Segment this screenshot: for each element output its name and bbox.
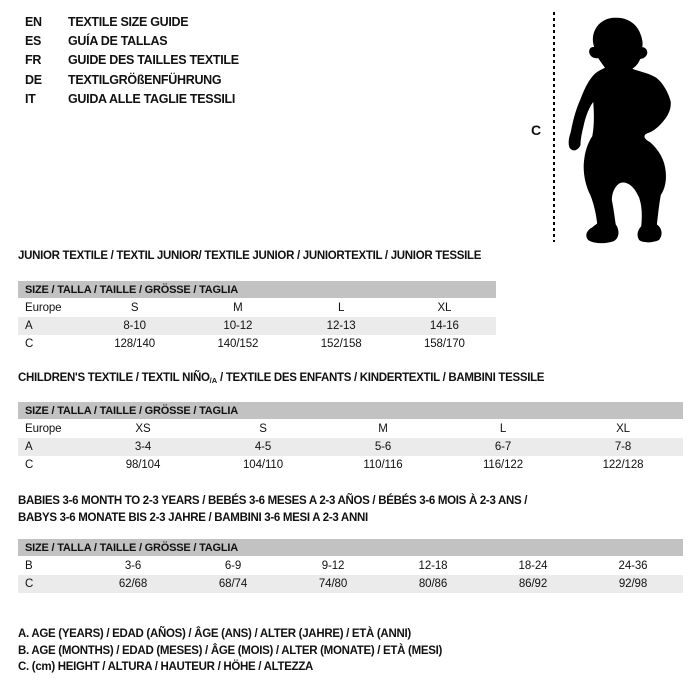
table-cell: 9-12 — [321, 560, 345, 572]
section-title-children-sub: /A — [209, 376, 218, 385]
table-cell: 3-4 — [134, 441, 152, 453]
section-title-babies — [18, 493, 527, 527]
language-code: IT — [25, 91, 36, 106]
language-row-en — [25, 12, 239, 31]
language-title: GUÍA DE TALLAS — [68, 33, 168, 48]
table-cell: 86/92 — [518, 578, 548, 590]
table-cell: 152/158 — [320, 338, 362, 350]
table-row-age-months — [18, 557, 683, 575]
table-cell: M — [233, 302, 243, 314]
language-title: GUIDA ALLE TAGLIE TESSILI — [68, 91, 236, 106]
section-title-children — [18, 372, 544, 385]
table-cell: 110/116 — [363, 459, 403, 471]
height-measure-line — [553, 12, 555, 242]
table-row-height — [18, 575, 683, 593]
row-label: C — [25, 578, 34, 590]
junior-size-table — [18, 281, 496, 353]
table-row-europe — [18, 299, 496, 317]
table-cell: 128/140 — [114, 338, 156, 350]
table-cell: 18-24 — [518, 560, 548, 572]
language-code: ES — [25, 33, 42, 48]
table-cell: XL — [616, 423, 630, 435]
table-cell: XL — [437, 302, 452, 314]
size-header-band: SIZE / TALLA / TAILLE / GRÖSSE / TAGLIA — [18, 539, 683, 556]
table-cell: 10-12 — [223, 320, 253, 332]
row-label: Europe — [25, 302, 62, 314]
section-title-junior: JUNIOR TEXTILE / TEXTIL JUNIOR/ TEXTILE JUNIOR / JUNIORTEXTIL / JUNIOR TESSILE — [18, 250, 482, 262]
table-cell: 92/98 — [618, 578, 648, 590]
language-code: EN — [25, 14, 42, 29]
language-row-de — [25, 70, 239, 89]
footnote-a: A. AGE (YEARS) / EDAD (AÑOS) / ÂGE (ANS) / ALTER (JAHRE) / ETÀ (ANNI) — [18, 628, 411, 640]
language-code: DE — [25, 72, 42, 87]
table-cell: L — [337, 302, 345, 314]
size-header-band: SIZE / TALLA / TAILLE / GRÖSSE / TAGLIA — [18, 281, 496, 298]
row-label: Europe — [25, 423, 62, 435]
table-cell: 158/170 — [423, 338, 465, 350]
table-row-age-years — [18, 317, 496, 335]
row-label: C — [25, 338, 34, 350]
children-size-table — [18, 402, 683, 474]
size-header-band: SIZE / TALLA / TAILLE / GRÖSSE / TAGLIA — [18, 402, 683, 419]
table-cell: 6-7 — [494, 441, 512, 453]
language-row-it — [25, 89, 239, 108]
table-cell: L — [499, 423, 507, 435]
table-cell: 62/68 — [118, 578, 148, 590]
table-cell: 140/152 — [217, 338, 259, 350]
table-cell: 3-6 — [124, 560, 142, 572]
toddler-silhouette-icon — [557, 4, 699, 250]
table-cell: 12-18 — [418, 560, 448, 572]
table-row-europe — [18, 420, 683, 438]
table-cell: 4-5 — [254, 441, 272, 453]
row-label: C — [25, 459, 34, 471]
table-row-height — [18, 456, 683, 474]
language-title: GUIDE DES TAILLES TEXTILE — [68, 53, 239, 68]
table-cell: 104/110 — [242, 459, 284, 471]
height-measure-label: C — [531, 122, 542, 138]
table-cell: 14-16 — [429, 320, 459, 332]
table-cell: S — [259, 423, 267, 435]
table-cell: 6-9 — [224, 560, 242, 572]
table-cell: 8-10 — [123, 320, 146, 332]
section-title-children-post: / TEXTILE DES ENFANTS / KINDERTEXTIL / BAMBINI TESSILE — [217, 372, 545, 384]
language-row-es — [25, 31, 239, 50]
babies-size-table — [18, 539, 683, 593]
table-cell: 98/104 — [125, 459, 161, 471]
row-label: A — [25, 320, 33, 332]
table-cell: M — [378, 423, 388, 435]
table-cell: 24-36 — [618, 560, 648, 572]
table-cell: 116/122 — [482, 459, 524, 471]
language-code: FR — [25, 53, 42, 68]
table-row-height — [18, 335, 496, 353]
language-title: TEXTILE SIZE GUIDE — [68, 14, 189, 29]
row-label: A — [25, 441, 33, 453]
table-cell: 12-13 — [326, 320, 356, 332]
language-list — [25, 12, 239, 108]
table-row-age-years — [18, 438, 683, 456]
table-cell: XS — [135, 423, 151, 435]
table-cell: 5-6 — [374, 441, 392, 453]
footnotes — [18, 626, 442, 676]
table-cell: 7-8 — [614, 441, 632, 453]
footnote-b: B. AGE (MONTHS) / EDAD (MESES) / ÂGE (MOIS) / ALTER (MONATE) / ETÀ (MESI) — [18, 644, 443, 657]
section-title-children-pre: CHILDREN'S TEXTILE / TEXTIL NIÑO — [18, 372, 210, 384]
row-label: B — [25, 560, 33, 572]
table-cell: 68/74 — [218, 578, 248, 590]
table-cell: 122/128 — [602, 459, 644, 471]
table-cell: S — [130, 302, 139, 314]
footnote-c: C. (cm) HEIGHT / ALTURA / HAUTEUR / HÖHE / ALTEZZA — [18, 661, 314, 673]
table-cell: 74/80 — [318, 578, 348, 590]
table-cell: 80/86 — [418, 578, 448, 590]
section-title-babies-line2: BABYS 3-6 MONATE BIS 2-3 JAHRE / BAMBINI 3-6 MESI A 2-3 ANNI — [18, 512, 368, 524]
language-title: TEXTILGRÖßENFÜHRUNG — [68, 72, 222, 87]
language-row-fr — [25, 51, 239, 70]
section-title-babies-line1: BABIES 3-6 MONTH TO 2-3 YEARS / BEBÉS 3-6 MESES A 2-3 AÑOS / BÉBÉS 3-6 MOIS À 2-3 ANS / — [18, 495, 528, 507]
